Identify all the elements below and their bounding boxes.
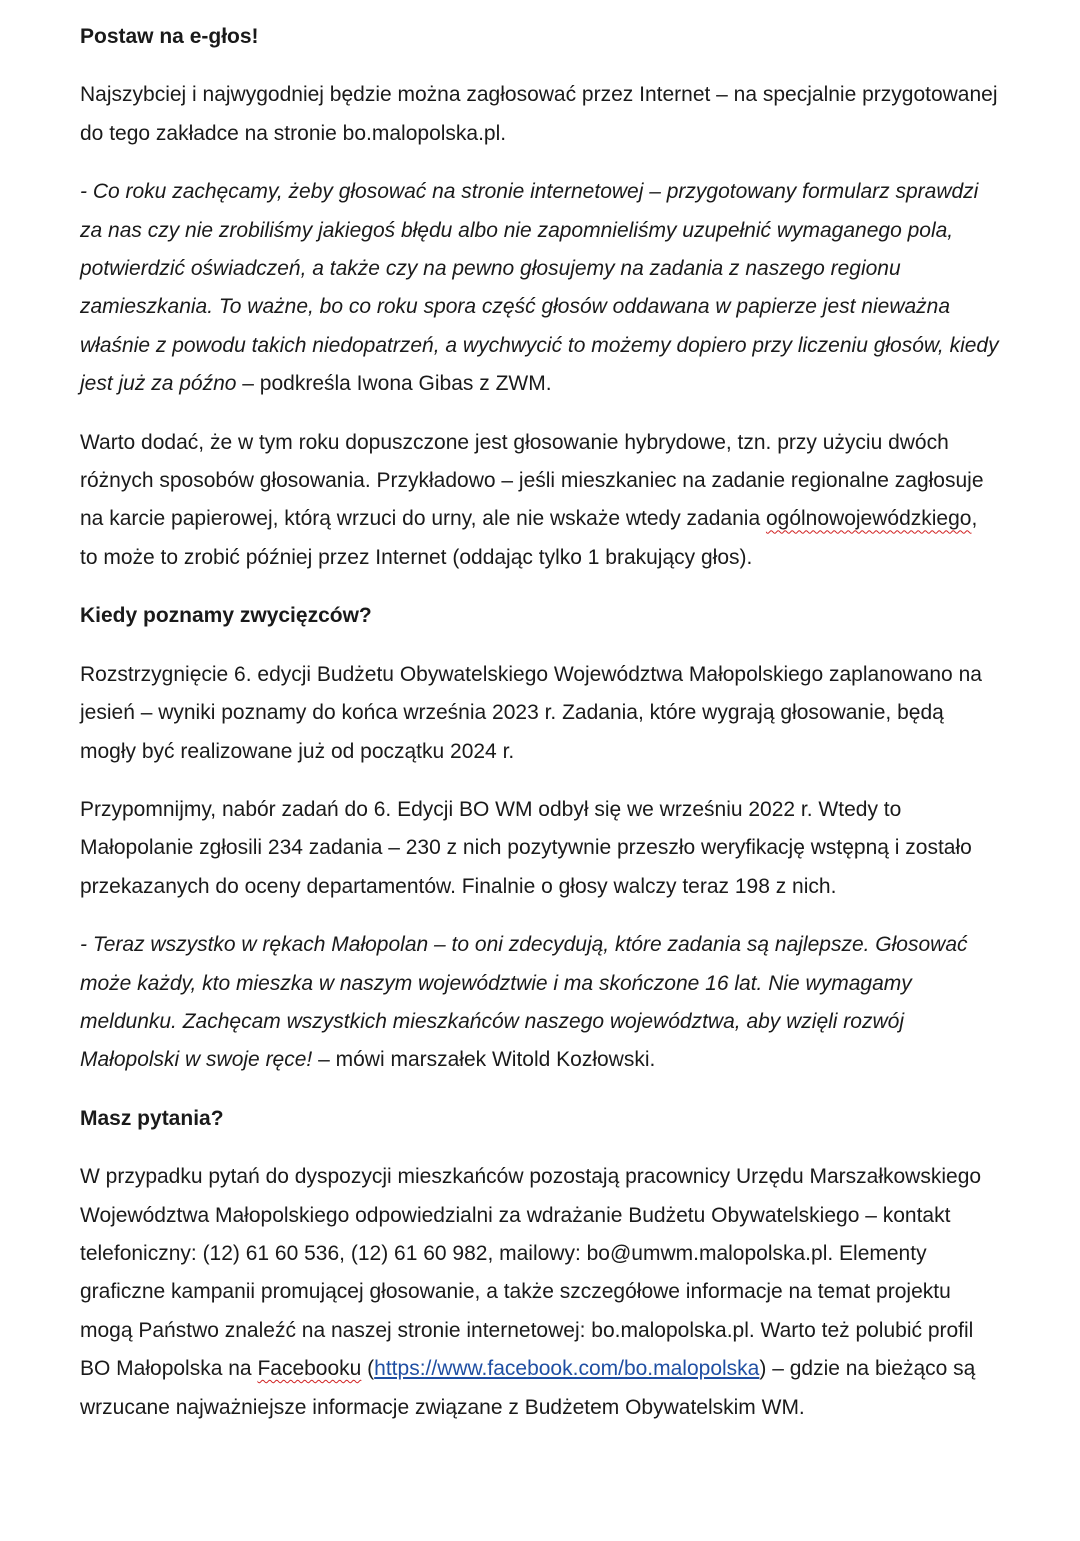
heading-questions: Masz pytania? xyxy=(80,1106,224,1130)
hybrid-text-end: , to może to zrobić później przez Internet (oddając tylko 1 brakujący głos). xyxy=(80,507,978,569)
paragraph-online-voting: Najszybciej i najwygodniej będzie można zagłosować przez Internet – na specjalnie przygotowanej do tego zakładce na stronie bo.malopolska.pl. xyxy=(80,83,998,145)
quote-kozlowski-attribution: – mówi marszałek Witold Kozłowski. xyxy=(312,1048,656,1072)
paragraph-recruitment: Przypomnijmy, nabór zadań do 6. Edycji BO WM odbył się we wrześniu 2022 r. Wtedy to Małopolanie zgłosili 234 zadania – 230 z nich pozytywnie przeszło weryfikację wstępną i zostało przekazanych do oceny departamentów. Finalnie o głosy walczy teraz 198 z nich. xyxy=(80,797,972,898)
spellcheck-flagged-word: ogólnowojewódzkiego xyxy=(765,507,972,531)
contact-text-start: W przypadku pytań do dyspozycji mieszkańców pozostają pracownicy Urzędu Marszałkowskiego Województwa Małopolskiego odpowiedzialni za wdrażanie Budżetu Obywatelskiego – kontakt telefoniczny: (12) 61 60 536, (12) 61 60 982, mailowy: bo@umwm.malopolska.pl. Elementy graficzne kampanii promującej głosowanie, a także szczegółowe informacje na temat projektu mogą Państwo znaleźć na naszej stronie internetowej: bo.malopolska.pl. Warto też polubić profil BO Małopolska na xyxy=(80,1165,982,1381)
paragraph-hybrid-voting xyxy=(80,424,1000,578)
heading-e-vote: Postaw na e-głos! xyxy=(80,25,259,48)
facebook-link[interactable]: https://www.facebook.com/bo.malopolska xyxy=(374,1357,760,1381)
paragraph-results: Rozstrzygnięcie 6. edycji Budżetu Obywatelskiego Województwa Małopolskiego zaplanowano na jesień – wyniki poznamy do końca września 2023 r. Zadania, które wygrają głosowanie, będą mogły być realizowane już od początku 2024 r. xyxy=(80,662,982,763)
paragraph-contact xyxy=(80,1158,1000,1427)
spellcheck-flagged-word-facebook: Facebooku xyxy=(257,1357,362,1381)
contact-text-end: ) – gdzie na bieżąco są wrzucane najważniejsze informacje związane z Budżetem Obywatelskim WM. xyxy=(80,1357,976,1419)
quote-gibas-text: - Co roku zachęcamy, żeby głosować na stronie internetowej – przygotowany formularz sprawdzi za nas czy nie zrobiliśmy jakiegoś błędu albo nie zapomnieliśmy uzupełnić wymaganego pola, potwierdzić oświadczeń, a także czy na pewno głosujemy na zadania z naszego regionu zamieszkania. To ważne, bo co roku spora część głosów oddawana w papierze jest nieważna właśnie z powodu takich niedopatrzeń, a wychwycić to możemy dopiero przy liczeniu głosów, kiedy jest już za późno xyxy=(80,180,999,396)
paragraph-quote-kozlowski xyxy=(80,926,1000,1080)
paragraph-quote-gibas xyxy=(80,173,1000,403)
heading-winners: Kiedy poznamy zwycięzców? xyxy=(80,604,372,628)
quote-gibas-attribution: – podkreśla Iwona Gibas z ZWM. xyxy=(236,372,552,396)
contact-paren-open: ( xyxy=(361,1357,375,1381)
document-page xyxy=(80,18,1000,1427)
hybrid-text-start: Warto dodać, że w tym roku dopuszczone jest głosowanie hybrydowe, tzn. przy użyciu dwóch różnych sposobów głosowania. Przykładowo – jeśli mieszkaniec na zadanie regionalne zagłosuje na karcie papierowej, którą wrzuci do urny, ale nie wskaże wtedy zadania xyxy=(80,430,984,531)
quote-kozlowski-text: - Teraz wszystko w rękach Małopolan – to oni zdecydują, które zadania są najlepsze. Głosować może każdy, kto mieszka w naszym województwie i ma skończone 16 lat. Nie wymagamy meldunku. Zachęcam wszystkich mieszkańców naszego województwa, aby wzięli rozwój Małopolski w swoje ręce! xyxy=(80,933,968,1072)
